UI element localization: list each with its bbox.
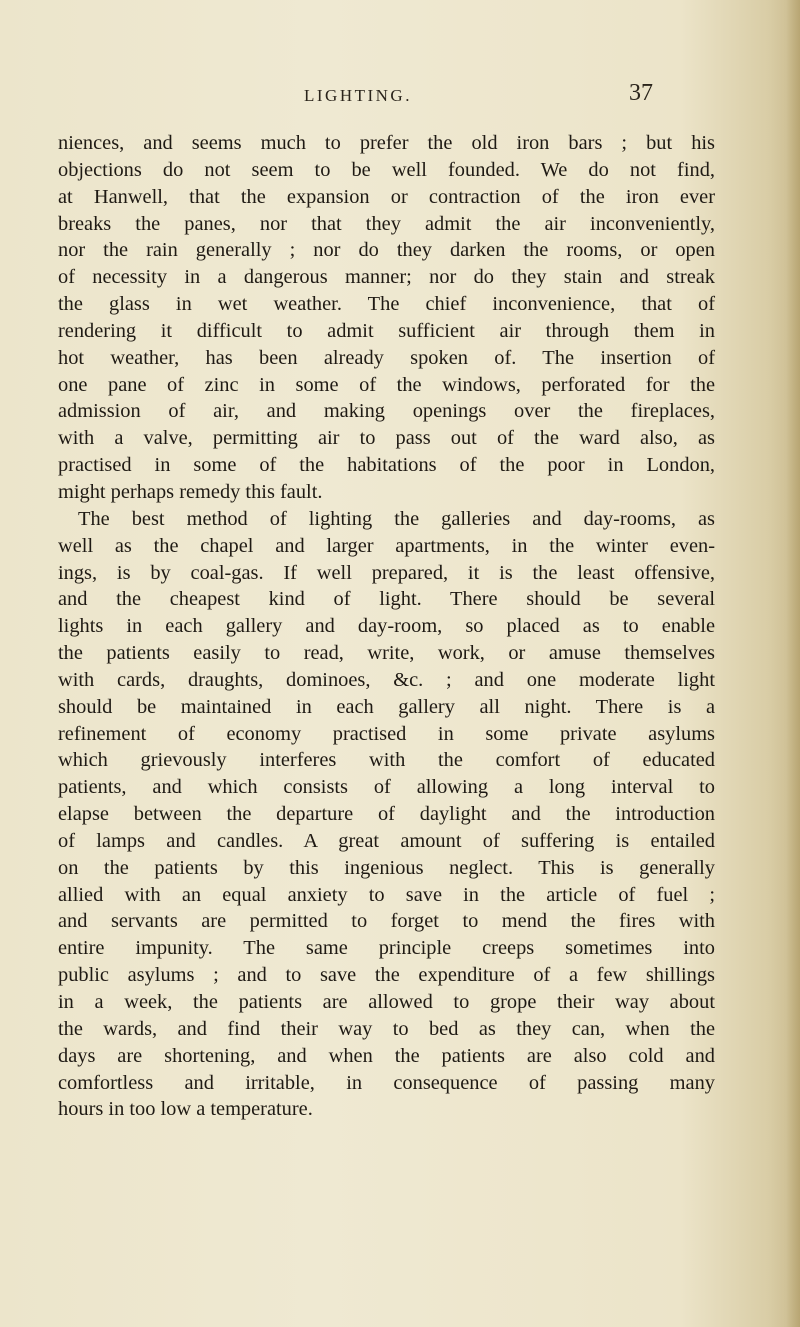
text-line: days are shortening, and when the patients are also cold and [58, 1044, 715, 1067]
text-line: patients, and which consists of allowing a long interval to [58, 776, 715, 799]
text-line: well as the chapel and larger apartments, in the winter even- [58, 534, 715, 557]
text-line: objections do not seem to be well founded. We do not find, [58, 158, 715, 181]
text-line: comfortless and irritable, in consequence of passing many [58, 1071, 715, 1094]
text-line: and the cheapest kind of light. There should be several [58, 588, 715, 611]
text-line: lights in each gallery and day-room, so placed as to enable [58, 615, 715, 638]
text-line: the wards, and find their way to bed as they can, when the [58, 1017, 715, 1040]
body-text [58, 130, 715, 1123]
text-line: with cards, draughts, dominoes, &c. ; and one moderate light [58, 668, 715, 691]
text-line: in a week, the patients are allowed to grope their way about [58, 991, 715, 1013]
running-title: LIGHTING. [304, 86, 412, 105]
text-line: practised in some of the habitations of the poor in London, [58, 454, 715, 477]
text-line: one pane of zinc in some of the windows, perforated for the [58, 373, 715, 396]
text-line: hot weather, has been already spoken of. The insertion of [58, 346, 715, 369]
text-line: elapse between the departure of daylight and the introduction [58, 803, 715, 826]
text-line: rendering it difficult to admit sufficient air through them in [58, 319, 715, 342]
text-line: at Hanwell, that the expansion or contraction of the iron ever [58, 185, 715, 208]
text-line: nor the rain generally ; nor do they darken the rooms, or open [58, 239, 715, 262]
text-line: The best method of lighting the galleries and day-rooms, as [78, 507, 715, 530]
text-line: ings, is by coal-gas. If well prepared, it is the least offensive, [58, 561, 715, 584]
paragraph-1 [58, 130, 715, 506]
text-line: with a valve, permitting air to pass out of the ward also, as [58, 427, 715, 450]
text-line: which grievously interferes with the comfort of educated [58, 749, 715, 772]
text-line: breaks the panes, nor that they admit the air inconveniently, [58, 212, 715, 235]
text-line: entire impunity. The same principle creeps sometimes into [58, 937, 715, 960]
text-line: refinement of economy practised in some private asylums [58, 722, 715, 745]
text-line: should be maintained in each gallery all night. There is a [58, 695, 715, 718]
text-line: admission of air, and making openings over the fireplaces, [58, 400, 715, 423]
text-line: allied with an equal anxiety to save in the article of fuel ; [58, 883, 715, 906]
text-line: the glass in wet weather. The chief inconvenience, that of [58, 293, 715, 316]
text-line: niences, and seems much to prefer the old iron bars ; but his [58, 132, 715, 154]
text-line: might perhaps remedy this fault. [58, 480, 323, 503]
text-line: the patients easily to read, write, work, or amuse themselves [58, 642, 715, 665]
text-line: and servants are permitted to forget to mend the fires with [58, 910, 715, 933]
text-line: public asylums ; and to save the expenditure of a few shillings [58, 964, 715, 987]
paragraph-2 [58, 506, 715, 1123]
text-line: hours in too low a temperature. [58, 1098, 313, 1121]
running-head [0, 80, 800, 116]
text-line: of necessity in a dangerous manner; nor do they stain and streak [58, 266, 715, 289]
text-line: on the patients by this ingenious neglect. This is generally [58, 856, 715, 879]
text-line: of lamps and candles. A great amount of suffering is entailed [58, 829, 715, 852]
page-number: 37 [629, 80, 653, 106]
page-edge-shadow [786, 0, 800, 1327]
